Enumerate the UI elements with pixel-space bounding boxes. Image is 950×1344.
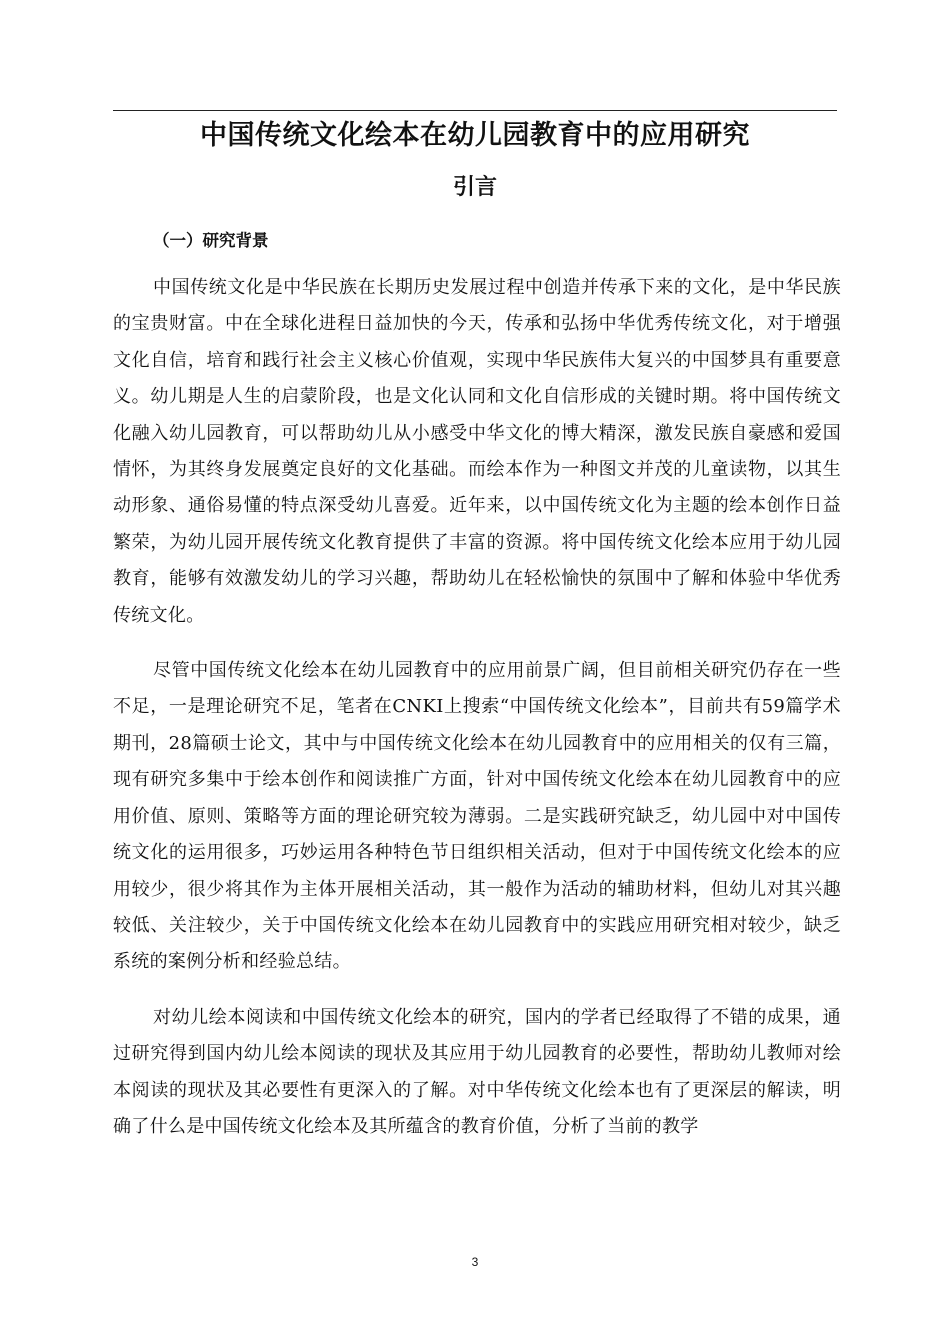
body-text: [113, 270, 841, 1164]
paragraph-1: 中国传统文化是中华民族在长期历史发展过程中创造并传承下来的文化，是中华民族的宝贵财富。中在全球化进程日益加快的今天，传承和弘扬中华优秀传统文化，对于增强文化自信，培育和践行社会主义核心价值观，实现中华民族伟大复兴的中国梦具有重要意义。幼儿期是人生的启蒙阶段，也是文化认同和文化自信形成的关键时期。将中国传统文化融入幼儿园教育，可以帮助幼儿从小感受中华文化的博大精深，激发民族自豪感和爱国情怀，为其终身发展奠定良好的文化基础。而绘本作为一种图文并茂的儿童读物，以其生动形象、通俗易懂的特点深受幼儿喜爱。近年来，以中国传统文化为主题的绘本创作日益繁荣，为幼儿园开展传统文化教育提供了丰富的资源。将中国传统文化绘本应用于幼儿园教育，能够有效激发幼儿的学习兴趣，帮助幼儿在轻松愉快的氛围中了解和体验中华优秀传统文化。: [113, 277, 841, 626]
section-heading: （一）研究背景: [153, 231, 269, 250]
document-title: 中国传统文化绘本在幼儿园教育中的应用研究: [200, 120, 750, 151]
header-rule: [113, 110, 837, 111]
paragraph-2: 尽管中国传统文化绘本在幼儿园教育中的应用前景广阔，但目前相关研究仍存在一些不足，一是理论研究不足，笔者在CNKI上搜索“中国传统文化绘本”，目前共有59篇学术期刊，28篇硕士论文，其中与中国传统文化绘本在幼儿园教育中的应用相关的仅有三篇，现有研究多集中于绘本创作和阅读推广方面，针对中国传统文化绘本在幼儿园教育中的应用价值、原则、策略等方面的理论研究较为薄弱。二是实践研究缺乏，幼儿园中对中国传统文化的运用很多，巧妙运用各种特色节日组织相关活动，但对于中国传统文化绘本的应用较少，很少将其作为主体开展相关活动，其一般作为活动的辅助材料，但幼儿对其兴趣较低、关注较少，关于中国传统文化绘本在幼儿园教育中的实践应用研究相对较少，缺乏系统的案例分析和经验总结。: [113, 660, 841, 973]
paragraph-3: 对幼儿绘本阅读和中国传统文化绘本的研究，国内的学者已经取得了不错的成果，通过研究得到国内幼儿绘本阅读的现状及其应用于幼儿园教育的必要性，帮助幼儿教师对绘本阅读的现状及其必要性有更深入的了解。对中华传统文化绘本也有了更深层的解读，明确了什么是中国传统文化绘本及其所蕴含的教育价值，分析了当前的教学: [113, 1006, 841, 1137]
document-subtitle: 引言: [452, 175, 497, 200]
page-number: 3: [471, 1255, 479, 1269]
